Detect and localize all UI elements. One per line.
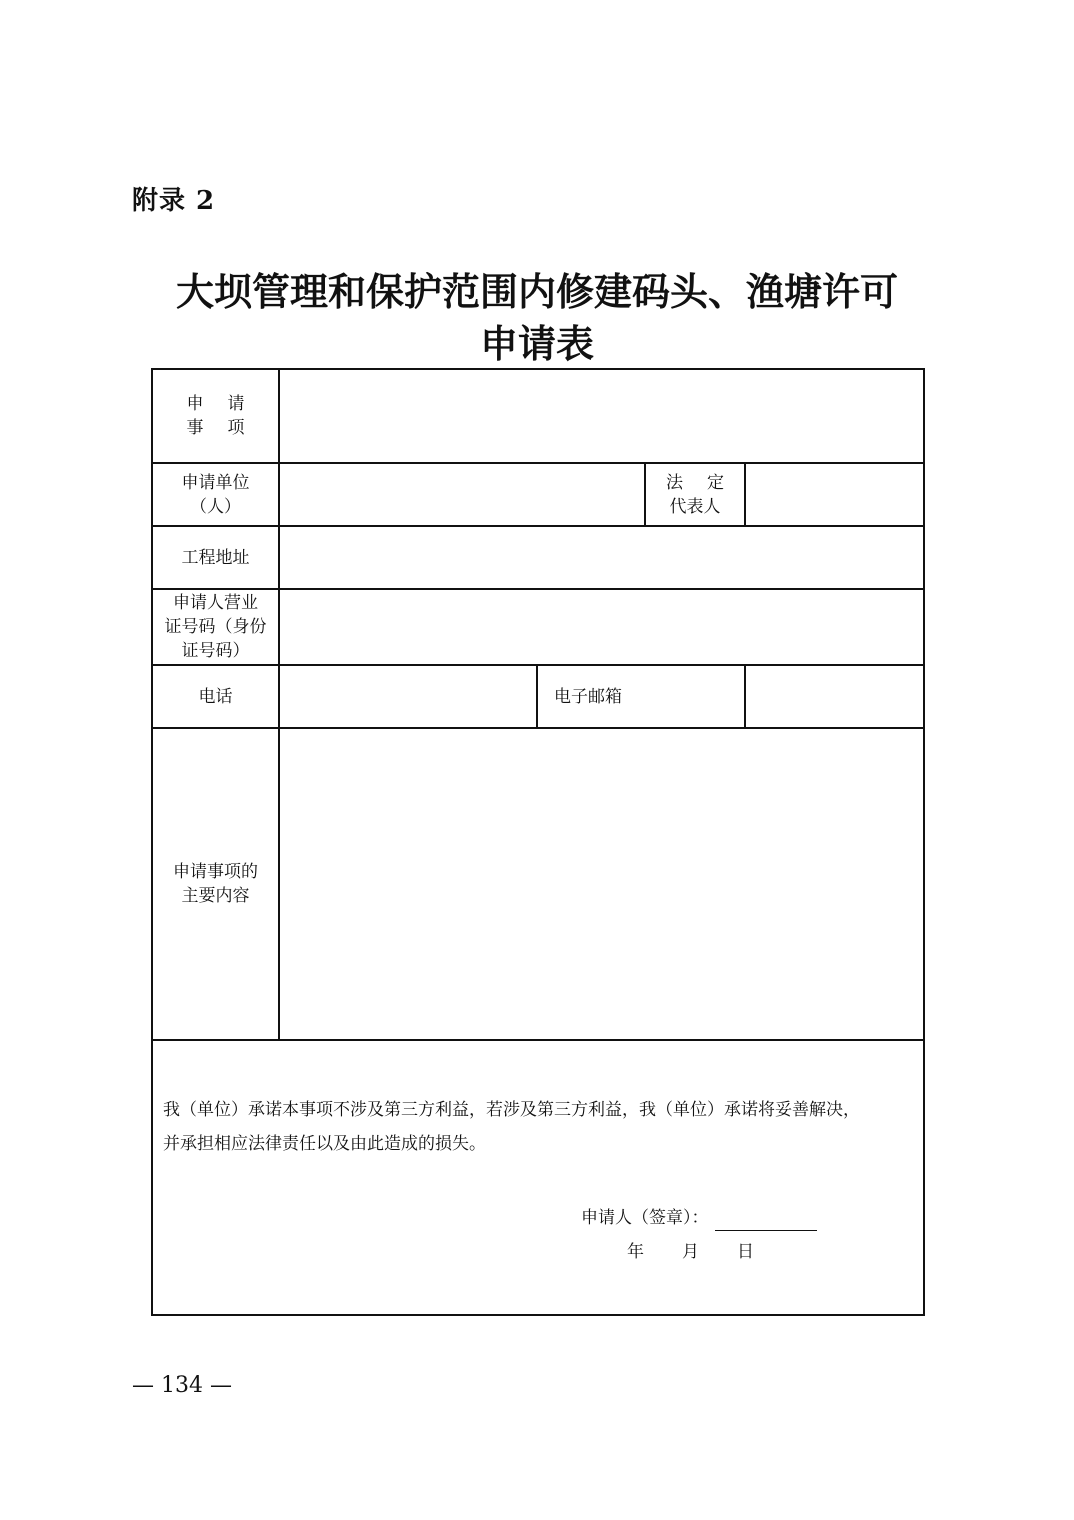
- applicant-label: [152, 463, 279, 526]
- applicant-field[interactable]: [279, 463, 645, 526]
- email-field[interactable]: [745, 665, 924, 728]
- application-form-table: [151, 368, 925, 1316]
- promise-statement: [163, 1093, 915, 1161]
- form-row-promise: [152, 1040, 924, 1315]
- main-content-label: [152, 728, 279, 1040]
- appendix-label: 附录 2: [132, 186, 216, 216]
- form-row-address: [152, 526, 924, 589]
- project-address-label: 工程地址: [152, 526, 279, 589]
- promise-statement-line-2: 并承担相应法律责任以及由此造成的损失。: [163, 1134, 486, 1154]
- legal-representative-label-char: 法: [666, 472, 683, 493]
- form-row-applicant: [152, 463, 924, 526]
- application-item-label-char: 项: [227, 418, 245, 438]
- license-number-label-line-3: 证号码）: [181, 641, 250, 661]
- phone-label: 电话: [152, 665, 279, 728]
- signature-blank[interactable]: [715, 1212, 817, 1231]
- date-row: [627, 1239, 754, 1265]
- applicant-label-line-1: 申请单位: [181, 472, 250, 493]
- page-number: — 134 —: [132, 1373, 232, 1398]
- promise-section: [152, 1040, 924, 1315]
- legal-representative-field[interactable]: [745, 463, 924, 526]
- license-number-label: [152, 589, 279, 665]
- application-item-label: [152, 369, 279, 463]
- form-row-license: [152, 589, 924, 665]
- form-row-application-item: [152, 369, 924, 463]
- main-content-label-line-1: 申请事项的: [173, 862, 258, 882]
- main-content-label-line-2: 主要内容: [181, 886, 250, 906]
- email-label: 电子邮箱: [537, 665, 745, 728]
- form-row-main-content: [152, 728, 924, 1040]
- legal-representative-label-line-2: 代表人: [669, 496, 721, 517]
- promise-statement-line-1: 我（单位）承诺本事项不涉及第三方利益，若涉及第三方利益，我（单位）承诺将妥善解决，: [163, 1100, 860, 1120]
- license-number-label-line-1: 申请人营业: [173, 593, 258, 613]
- legal-representative-label: [645, 463, 745, 526]
- date-day-label: 日: [737, 1242, 754, 1262]
- main-content-field[interactable]: [279, 728, 924, 1040]
- application-item-label-char: 申: [186, 394, 218, 414]
- phone-field[interactable]: [279, 665, 537, 728]
- legal-representative-label-char: 定: [707, 472, 724, 493]
- date-year-label: 年: [627, 1242, 644, 1262]
- signature-row: [581, 1205, 817, 1231]
- form-row-contact: [152, 665, 924, 728]
- signature-label: 申请人（签章）：: [581, 1208, 709, 1228]
- application-item-label-char: 请: [227, 394, 245, 414]
- license-number-field[interactable]: [279, 589, 924, 665]
- project-address-field[interactable]: [279, 526, 924, 589]
- applicant-label-line-2: （人）: [190, 496, 241, 517]
- form-title-line-2: 申请表: [479, 321, 594, 366]
- form-title-line-1: 大坝管理和保护范围内修建码头、渔塘许可: [175, 269, 898, 314]
- date-month-label: 月: [682, 1242, 699, 1262]
- application-item-field[interactable]: [279, 369, 924, 463]
- license-number-label-line-2: 证号码（身份: [164, 617, 267, 637]
- application-item-label-char: 事: [186, 418, 204, 438]
